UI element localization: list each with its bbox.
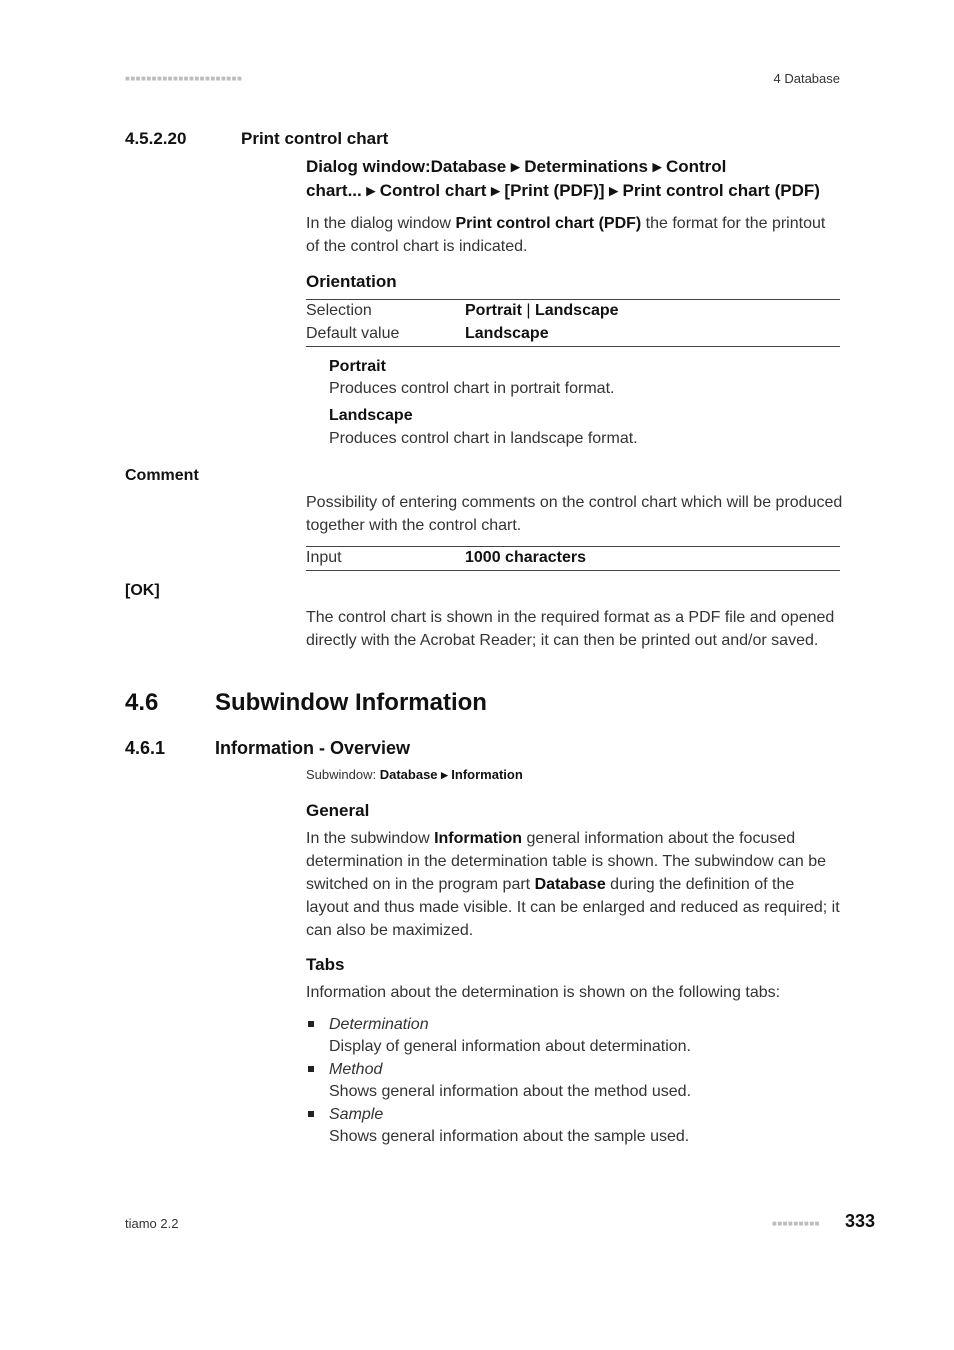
table-value: 1000 characters [465,549,586,566]
intro-dialog-name: Print control chart (PDF) [455,215,642,232]
tabs-intro: Information about the determination is shown on the following tabs: [306,984,781,1001]
footer-decoration: ■■■■■■■■■ [772,1219,820,1228]
path-part: Information [451,767,523,782]
tab-name: Method [329,1061,383,1078]
table-row [306,323,840,346]
section-title: Subwindow Information [215,689,487,716]
bullet-icon [308,1066,314,1072]
section-title: Print control chart [241,129,389,148]
dialog-path-line2: chart... ▸ Control chart ▸ [Print (PDF)] ▸ Print control chart (PDF) [306,181,820,200]
product-name: tiamo 2.2 [125,1216,179,1231]
tab-desc: Shows general information about the method used. [329,1083,692,1100]
ok-desc [306,606,834,652]
table-key: Default value [306,325,400,342]
chapter-title: 4 Database [773,71,840,86]
path-part: Database [379,767,438,782]
comment-label: Comment [125,467,199,484]
intro-paragraph [306,212,825,258]
general-bold: Database [534,876,606,893]
dialog-path-line1: Dialog window:Database ▸ Determinations ▸ Control [306,157,727,176]
tab-name: Determination [329,1016,429,1033]
intro-text: In the dialog window [306,215,456,232]
intro-text-end: the format for the printout [641,215,826,232]
table-value [465,300,619,323]
general-text: determination in the determination table is shown. The subwindow can be [306,853,827,870]
tab-name: Sample [329,1106,384,1123]
ok-label: [OK] [125,582,160,599]
section-number: 4.6.1 [125,738,166,758]
value-option: Portrait [465,302,522,319]
option-name: Portrait [329,358,386,375]
table-key: Selection [306,302,372,319]
subwindow-path [306,767,523,783]
section-number: 4.5.2.20 [125,129,187,148]
orientation-table [306,299,840,347]
path-arrow: ▸ [437,767,452,782]
table-key: Input [306,549,342,566]
tab-desc: Display of general information about determination. [329,1038,691,1055]
general-text: during the definition of the [605,876,795,893]
value-option: Landscape [534,302,619,319]
comment-desc [306,491,842,537]
general-text: switched on in the program part [306,876,535,893]
value-separator: | [521,302,535,319]
general-text: can also be maximized. [306,922,474,939]
general-text: In the subwindow [306,830,435,847]
section-title: Information - Overview [215,738,411,758]
general-heading: General [306,801,370,820]
general-paragraph [306,827,846,942]
ok-desc-line1: The control chart is shown in the required format as a PDF file and opened [306,609,835,626]
path-prefix: Subwindow: [306,767,380,782]
comment-desc-line1: Possibility of entering comments on the control chart which will be produced [306,494,843,511]
comment-table [306,546,840,571]
option-name: Landscape [329,407,413,424]
table-value: Landscape [465,325,549,342]
header-decoration: ■■■■■■■■■■■■■■■■■■■■■■ [125,74,243,83]
option-desc: Produces control chart in portrait format. [329,380,615,397]
bullet-icon [308,1111,314,1117]
general-text: layout and thus made visible. It can be enlarged and reduced as required; it [306,899,840,916]
table-row [306,300,840,323]
orientation-heading: Orientation [306,272,397,291]
section-number: 4.6 [125,689,159,716]
tabs-heading: Tabs [306,955,345,974]
comment-desc-line2: together with the control chart. [306,517,522,534]
bullet-icon [308,1021,314,1027]
option-desc: Produces control chart in landscape format. [329,430,638,447]
table-row [306,547,840,570]
general-bold: Information [434,830,523,847]
tab-desc: Shows general information about the sample used. [329,1128,690,1145]
ok-desc-line2: directly with the Acrobat Reader; it can then be printed out and/or saved. [306,632,819,649]
page-number: 333 [845,1211,876,1231]
intro-text-line2: of the control chart is indicated. [306,238,528,255]
general-text: general information about the focused [522,830,796,847]
